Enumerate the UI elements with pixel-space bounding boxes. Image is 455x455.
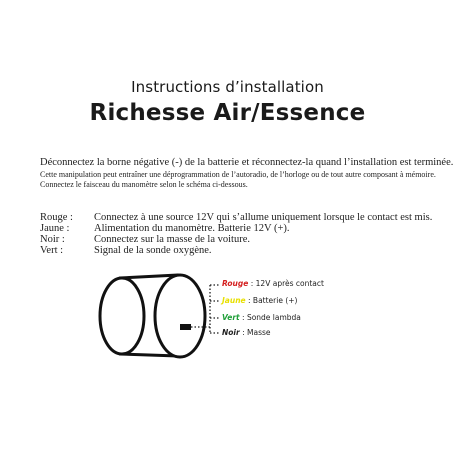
legend-red [222, 279, 324, 288]
legend-description: : Sonde lambda [242, 313, 301, 322]
legend-color-name: Vert [222, 313, 240, 322]
gauge-back-rim [100, 278, 144, 354]
wire-name: Noir : [40, 234, 65, 245]
page-heading: Instructions d’installation [131, 78, 324, 96]
legend-color-name: Jaune [222, 296, 246, 305]
legend-description: : Masse [242, 328, 271, 337]
wire-description: Connectez à une source 12V qui s’allume uniquement lorsque le contact est mis. [94, 212, 433, 223]
legend-color-name: Noir [222, 328, 240, 337]
product-title: Richesse Air/Essence [89, 100, 366, 126]
intro-line-1: Déconnectez la borne négative (-) de la batterie et réconnectez-la quand l’installation est terminée. [40, 157, 454, 168]
intro-line-3: Connectez le faisceau du manomètre selon le schéma ci-dessous. [40, 180, 248, 189]
intro-line-2: Cette manipulation peut entraîner une déprogrammation de l’autoradio, de l’horloge ou de tout autre composant à mémoire. [40, 170, 436, 179]
wire-description: Signal de la sonde oxygène. [94, 245, 212, 256]
wire-description: Connectez sur la masse de la voiture. [94, 234, 250, 245]
legend-green [222, 313, 301, 322]
wire-name: Vert : [40, 245, 64, 256]
wire-description: Alimentation du manomètre. Batterie 12V (+). [94, 223, 290, 234]
wire-name: Jaune : [40, 223, 70, 234]
legend-description: : 12V après contact [250, 279, 324, 288]
legend-color-name: Rouge [222, 279, 249, 288]
legend-black [222, 328, 271, 337]
legend-yellow [222, 296, 297, 305]
gauge-front-face [155, 275, 205, 357]
wire-name: Rouge : [40, 212, 73, 223]
connector-block [180, 324, 191, 330]
legend-description: : Batterie (+) [248, 296, 298, 305]
